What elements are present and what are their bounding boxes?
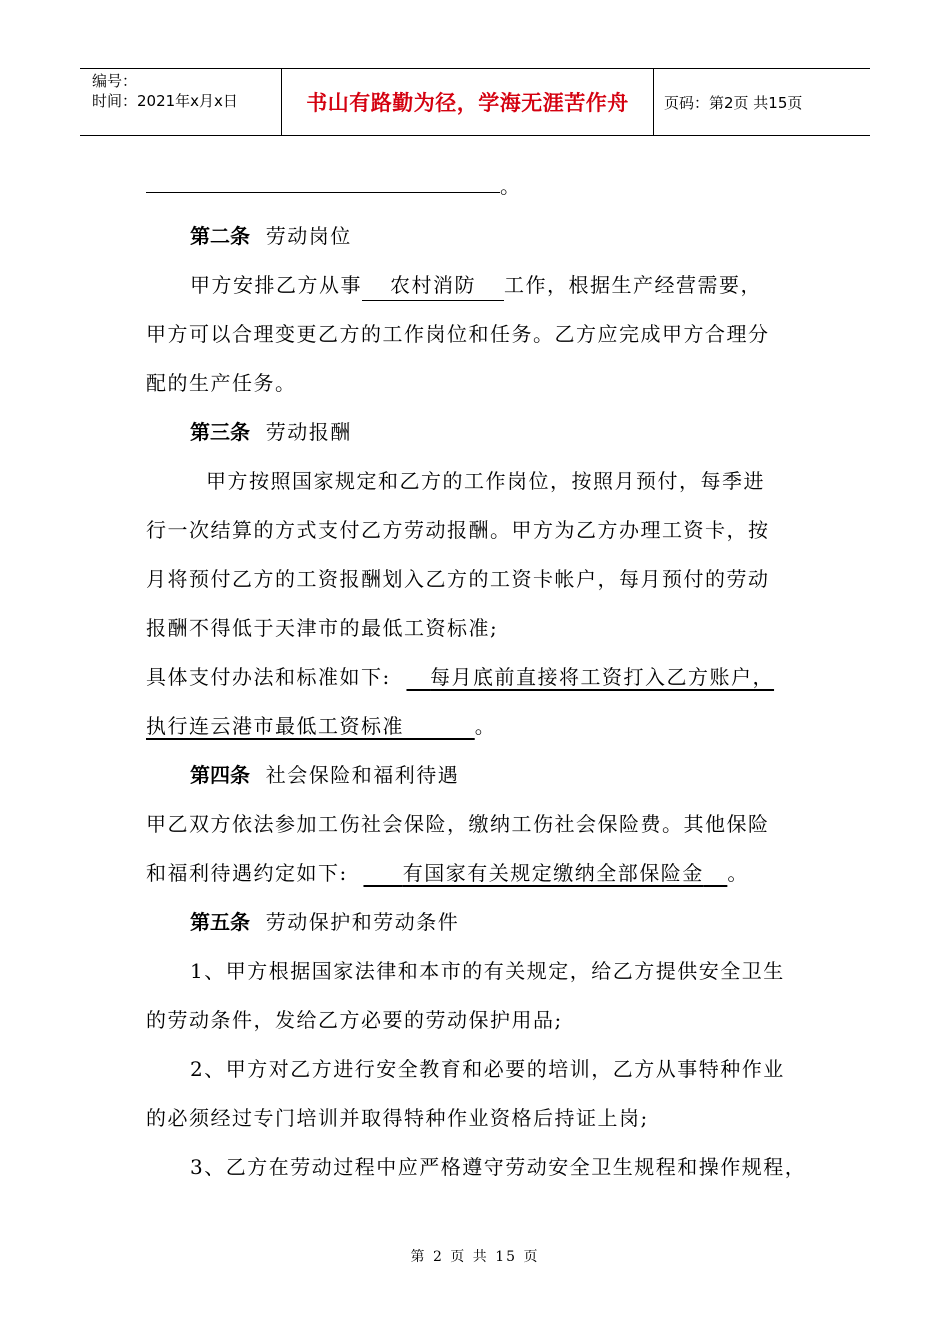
- paragraph-line: 甲方安排乙方从事 农村消防 工作，根据生产经营需要，: [146, 261, 816, 310]
- article-name: 劳动岗位: [265, 224, 352, 248]
- paragraph-line: 甲方可以合理变更乙方的工作岗位和任务。乙方应完成甲方合理分: [146, 322, 770, 346]
- page-header: [80, 68, 870, 136]
- article-3-heading: [146, 408, 816, 457]
- paragraph-line: 报酬不得低于天津市的最低工资标准;: [146, 616, 499, 640]
- header-motto: 书山有路勤为径，学海无涯苦作舟: [282, 69, 654, 135]
- paragraph-line: 配的生产任务。: [146, 371, 297, 395]
- article-number: 第四条: [190, 763, 250, 787]
- page-footer: 第 2 页 共 15 页: [410, 1249, 540, 1265]
- document-number-label: 编号：: [92, 72, 138, 90]
- article-name: 社会保险和福利待遇: [265, 763, 460, 787]
- paragraph-line: 的必须经过专门培训并取得特种作业资格后持证上岗;: [146, 1106, 649, 1130]
- payment-standard-field: 执行连云港市最低工资标准: [146, 714, 404, 738]
- paragraph-line: 月将预付乙方的工资报酬划入乙方的工资卡帐户，每月预付的劳动: [146, 567, 770, 591]
- paragraph-line: 甲方按照国家规定和乙方的工作岗位，按照月预付，每季进: [206, 469, 765, 493]
- header-meta: [80, 69, 282, 135]
- fill-blank: [146, 164, 500, 193]
- article-number: 第五条: [190, 910, 250, 934]
- payment-method-field: 每月底前直接将工资打入乙方账户，: [430, 665, 775, 689]
- contract-body: [146, 160, 816, 1192]
- paragraph-line: 甲乙双方依法参加工伤社会保险，缴纳工伤社会保险费。其他保险: [146, 812, 770, 836]
- article-number: 第三条: [190, 420, 250, 444]
- paragraph-line: 的劳动条件，发给乙方必要的劳动保护用品;: [146, 1008, 563, 1032]
- article-5-heading: [146, 898, 816, 947]
- paragraph-line: 1、甲方根据国家法律和本市的有关规定，给乙方提供安全卫生: [190, 959, 785, 983]
- insurance-field: 有国家有关规定缴纳全部保险金: [402, 861, 704, 885]
- job-field: 农村消防: [362, 270, 504, 301]
- paragraph-line: 具体支付办法和标准如下: 每月底前直接将工资打入乙方账户，: [146, 665, 775, 689]
- article-number: 第二条: [190, 224, 250, 248]
- article-name: 劳动报酬: [265, 420, 352, 444]
- article-name: 劳动保护和劳动条件: [265, 910, 460, 934]
- document-time: 时间：2021年x月x日: [92, 92, 238, 110]
- paragraph-line: 3、乙方在劳动过程中应严格遵守劳动安全卫生规程和操作规程，: [190, 1155, 807, 1179]
- paragraph-line: 2、甲方对乙方进行安全教育和必要的培训，乙方从事特种作业: [190, 1057, 785, 1081]
- article-4-heading: [146, 751, 816, 800]
- blank-line: 。: [146, 160, 816, 212]
- paragraph-line: 和福利待遇约定如下: 有国家有关规定缴纳全部保险金 。: [146, 861, 749, 885]
- paragraph-line: 行一次结算的方式支付乙方劳动报酬。甲方为乙方办理工资卡，按: [146, 518, 770, 542]
- header-page-info: 页码：第2页 共15页: [664, 93, 803, 112]
- paragraph-line: 执行连云港市最低工资标准 。: [146, 714, 497, 738]
- article-2-heading: [146, 212, 816, 261]
